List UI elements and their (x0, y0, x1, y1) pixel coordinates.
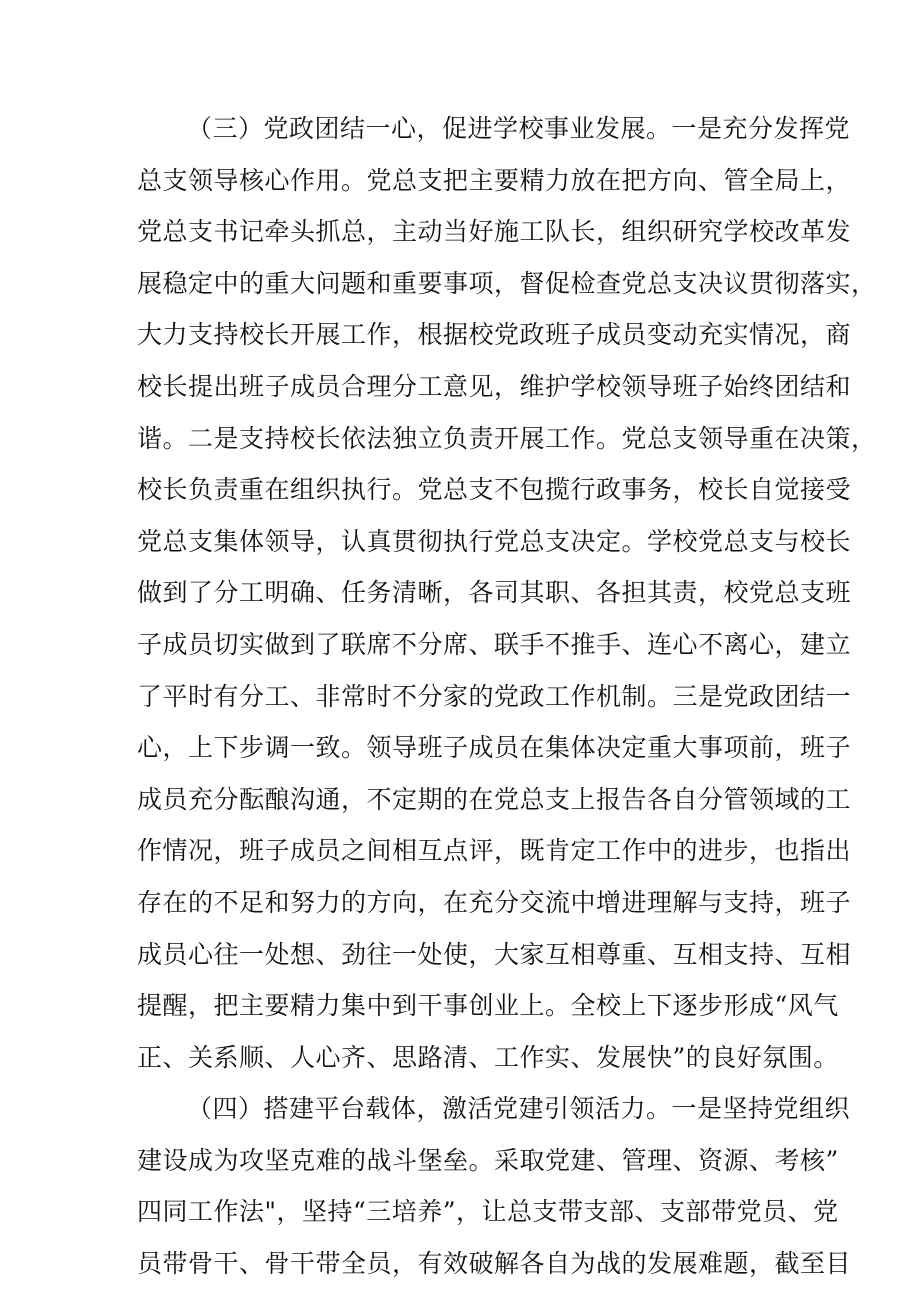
text-line: 子成员切实做到了联席不分席、联手不推手、连心不离心，建立 (137, 629, 852, 659)
text-line: 了平时有分工、非常时不分家的党政工作机制。三是党政团结一 (137, 681, 852, 711)
paragraph-4-heading-line: （四）搭建平台载体，激活党建引领活力。一是坚持党组织 (187, 1094, 851, 1124)
text-line: 党总支集体领导，认真贯彻执行党总支决定。学校党总支与校长 (137, 526, 852, 556)
text-line: 总支领导核心作用。党总支把主要精力放在把方向、管全局上， (137, 165, 852, 195)
text-line: 建设成为攻坚克难的战斗堡垒。采取党建、管理、资源、考核” (137, 1145, 839, 1175)
text-line: 正、关系顺、人心齐、思路清、工作实、发展快”的良好氛围。 (137, 1042, 839, 1072)
text-line: 做到了分工明确、任务清晰，各司其职、各担其责，校党总支班 (137, 578, 852, 608)
text-line: 四同工作法"，坚持“三培养”，让总支带支部、支部带党员、党 (137, 1197, 839, 1227)
text-line: 党总支书记牵头抓总，主动当好施工队长，组织研究学校改革发 (137, 217, 852, 247)
text-line: 展稳定中的重大问题和重要事项，督促检查党总支决议贯彻落实， (137, 268, 877, 298)
text-line: 校长提出班子成员合理分工意见，维护学校领导班子始终团结和 (137, 371, 852, 401)
text-line: 员带骨干、骨干带全员，有效破解各自为战的发展难题，截至目 (137, 1249, 852, 1279)
text-line: 存在的不足和努力的方向，在充分交流中增进理解与支持，班子 (137, 887, 852, 917)
text-line: 心，上下步调一致。领导班子成员在集体决定重大事项前，班子 (137, 733, 852, 763)
text-line: 校长负责重在组织执行。党总支不包揽行政事务，校长自觉接受 (137, 475, 852, 505)
text-line: 作情况，班子成员之间相互点评，既肯定工作中的进步，也指出 (137, 836, 852, 866)
text-line: 大力支持校长开展工作，根据校党政班子成员变动充实情况，商 (137, 320, 852, 350)
text-line: 成员心往一处想、劲往一处使，大家互相尊重、互相支持、互相 (137, 939, 852, 969)
text-line: 提醒，把主要精力集中到干事创业上。全校上下逐步形成“风气 (137, 991, 839, 1021)
document-body (137, 103, 877, 1290)
text-line: 谐。二是支持校长依法独立负责开展工作。党总支领导重在决策， (137, 423, 877, 453)
paragraph-3-heading-line: （三）党政团结一心，促进学校事业发展。一是充分发挥党 (187, 114, 851, 143)
text-line: 成员充分酝酿沟通，不定期的在党总支上报告各自分管领域的工 (137, 784, 852, 814)
